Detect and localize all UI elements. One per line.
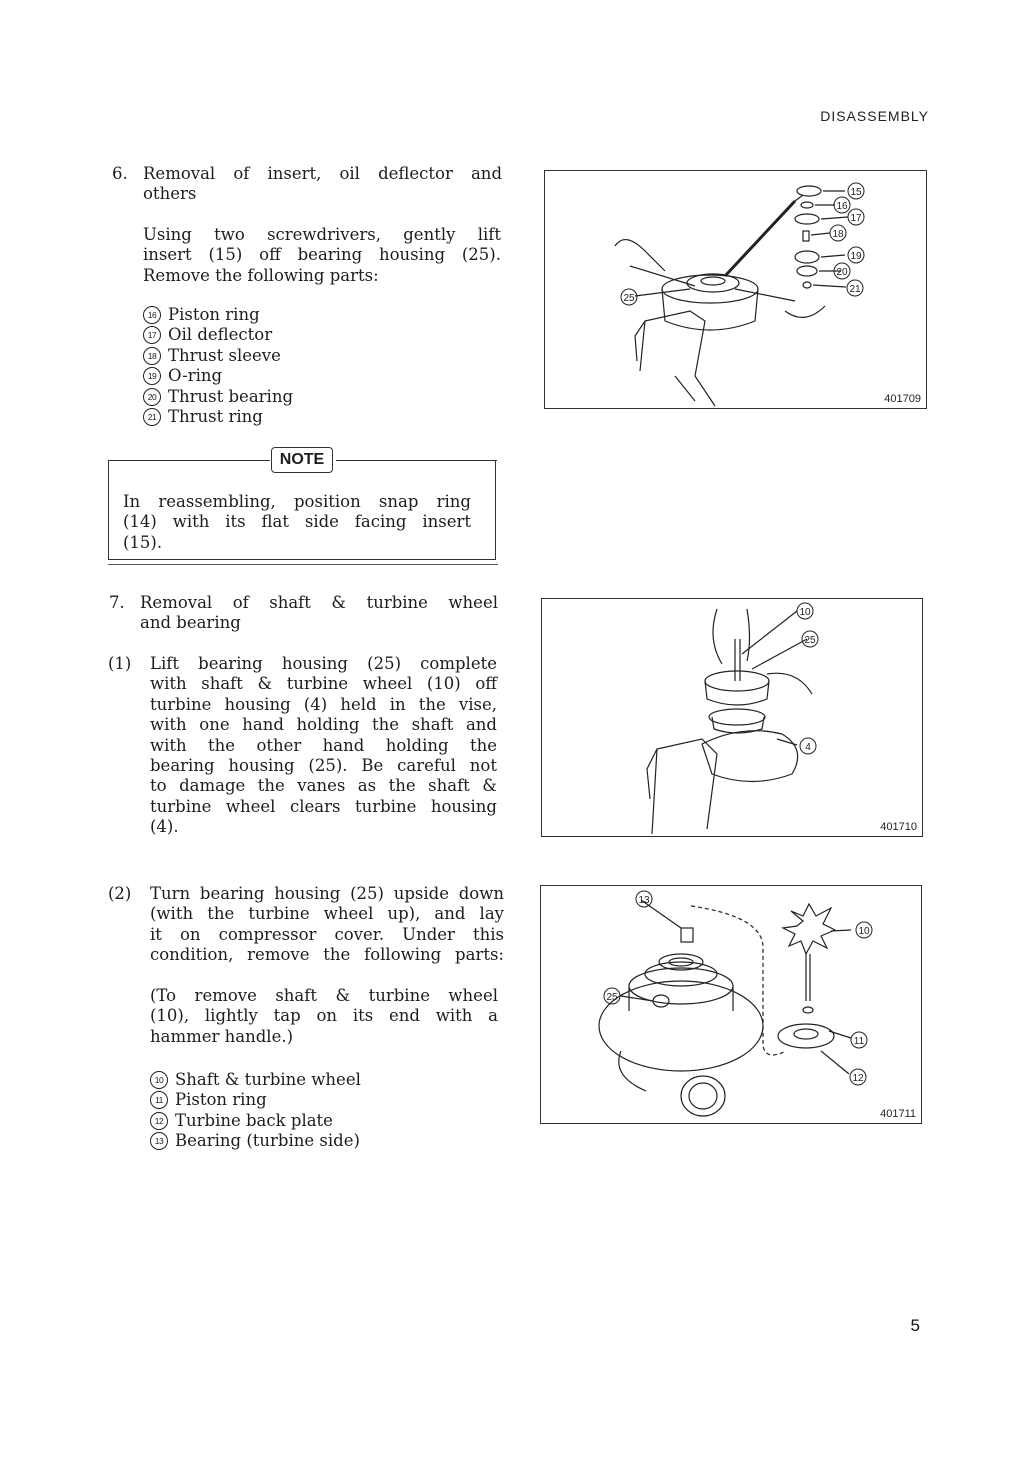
callout-10: 10 (858, 926, 870, 937)
callout-10: 10 (799, 607, 811, 618)
part-number-circle: 13 (150, 1132, 168, 1150)
list-item (150, 1111, 450, 1131)
part-label: Thrust ring (168, 407, 263, 427)
step-2-number: (2) (108, 884, 132, 903)
section-7-title (109, 593, 498, 634)
step-1-line: with the other hand holding the (150, 735, 497, 755)
section-6-body-line: insert (15) off bearing housing (25). (143, 245, 501, 265)
step-1 (108, 654, 497, 838)
part-number-circle: 10 (150, 1071, 168, 1089)
section-6-body-line: Remove the following parts: (143, 265, 379, 285)
section-6-title (112, 164, 502, 205)
step-2-parts-list (150, 1070, 450, 1152)
callout-17: 17 (850, 213, 862, 224)
callout-12: 12 (852, 1073, 864, 1084)
note-text (123, 492, 471, 553)
part-number-circle: 17 (143, 326, 161, 344)
part-label: Shaft & turbine wheel (175, 1070, 361, 1089)
list-item (143, 346, 443, 366)
section-7-title-line2: and bearing (140, 613, 241, 633)
step-1-line: bearing housing (25). Be careful not (150, 756, 497, 776)
shaft-lift-illustration (542, 599, 924, 838)
part-label: Thrust sleeve (168, 345, 281, 365)
callout-16: 16 (836, 201, 848, 212)
list-item (150, 1090, 450, 1110)
note-line: (14) with its flat side facing insert (123, 512, 471, 532)
part-label: Thrust bearing (168, 386, 294, 406)
step-2-paren-line: hammer handle.) (150, 1026, 294, 1046)
callout-25: 25 (606, 992, 618, 1003)
page-number: 5 (910, 1316, 920, 1335)
part-label: Turbine back plate (175, 1110, 333, 1130)
list-item (143, 305, 443, 325)
part-number-circle: 18 (143, 347, 161, 365)
list-item (143, 366, 443, 386)
step-1-line: turbine wheel clears turbine housing (150, 796, 497, 816)
step-2-paren-line: (To remove shaft & turbine wheel (150, 986, 498, 1005)
step-2-line: it on compressor cover. Under this (150, 924, 504, 944)
section-6-number: 6. (112, 164, 128, 183)
section-7-title-line1: Removal of shaft & turbine wheel (140, 593, 498, 612)
part-label: Oil deflector (168, 325, 273, 345)
step-2-line: condition, remove the following parts: (150, 945, 504, 965)
part-label: O-ring (168, 366, 223, 386)
part-number-circle: 16 (143, 306, 161, 324)
list-item (150, 1070, 450, 1090)
note-label: NOTE (271, 447, 333, 473)
step-2-line: (with the turbine wheel up), and lay (150, 904, 504, 924)
callout-25: 25 (804, 635, 816, 646)
step-1-line: (4). (150, 817, 179, 837)
step-1-line: turbine housing (4) held in the vise, (150, 694, 497, 714)
step-1-line: with shaft & turbine wheel (10) off (150, 674, 497, 694)
callout-18: 18 (832, 229, 844, 240)
note-line: In reassembling, position snap ring (123, 492, 471, 511)
part-number-circle: 21 (143, 408, 161, 426)
figure-id: 401711 (880, 1108, 916, 1120)
list-item (143, 407, 443, 427)
step-2-paren-note (150, 986, 498, 1047)
list-item (143, 325, 443, 345)
step-1-number: (1) (108, 654, 132, 673)
list-item (143, 387, 443, 407)
callout-20: 20 (836, 267, 848, 278)
figure-id: 401710 (880, 821, 917, 833)
part-number-circle: 11 (150, 1091, 168, 1109)
callout-4: 4 (805, 742, 811, 753)
part-number-circle: 19 (143, 367, 161, 385)
section-6-body-line: Using two screwdrivers, gently lift (143, 225, 501, 244)
divider (108, 564, 498, 565)
callout-13: 13 (638, 895, 650, 906)
part-number-circle: 12 (150, 1112, 168, 1130)
step-1-line: to damage the vanes as the shaft & (150, 776, 497, 796)
figure-id: 401709 (884, 393, 921, 405)
callout-25: 25 (623, 293, 635, 304)
step-1-line: with one hand holding the shaft and (150, 715, 497, 735)
callout-15: 15 (850, 187, 862, 198)
note-line: (15). (123, 532, 163, 552)
part-label: Piston ring (168, 305, 260, 324)
section-7-number: 7. (109, 593, 125, 612)
section-6-parts-list (143, 305, 443, 427)
step-2-paren-line: (10), lightly tap on its end with a (150, 1006, 498, 1026)
part-label: Piston ring (175, 1090, 267, 1110)
shaft-removal-illustration (541, 886, 923, 1125)
figure-401710 (541, 598, 923, 837)
step-1-line: Lift bearing housing (25) complete (150, 654, 497, 673)
section-6-title-line1: Removal of insert, oil deflector and (143, 164, 502, 183)
section-header: DISASSEMBLY (820, 108, 929, 124)
figure-401711 (540, 885, 922, 1124)
part-number-circle: 20 (143, 388, 161, 406)
step-2-line: Turn bearing housing (25) upside down (150, 884, 504, 903)
section-6-title-line2: others (143, 184, 197, 204)
callout-11: 11 (853, 1036, 865, 1047)
step-2 (108, 884, 504, 966)
figure-401709 (544, 170, 927, 409)
section-6-body (143, 225, 501, 286)
callout-21: 21 (849, 284, 861, 295)
part-label: Bearing (turbine side) (175, 1131, 360, 1151)
list-item (150, 1131, 450, 1151)
insert-removal-illustration (545, 171, 928, 410)
callout-19: 19 (850, 251, 862, 262)
